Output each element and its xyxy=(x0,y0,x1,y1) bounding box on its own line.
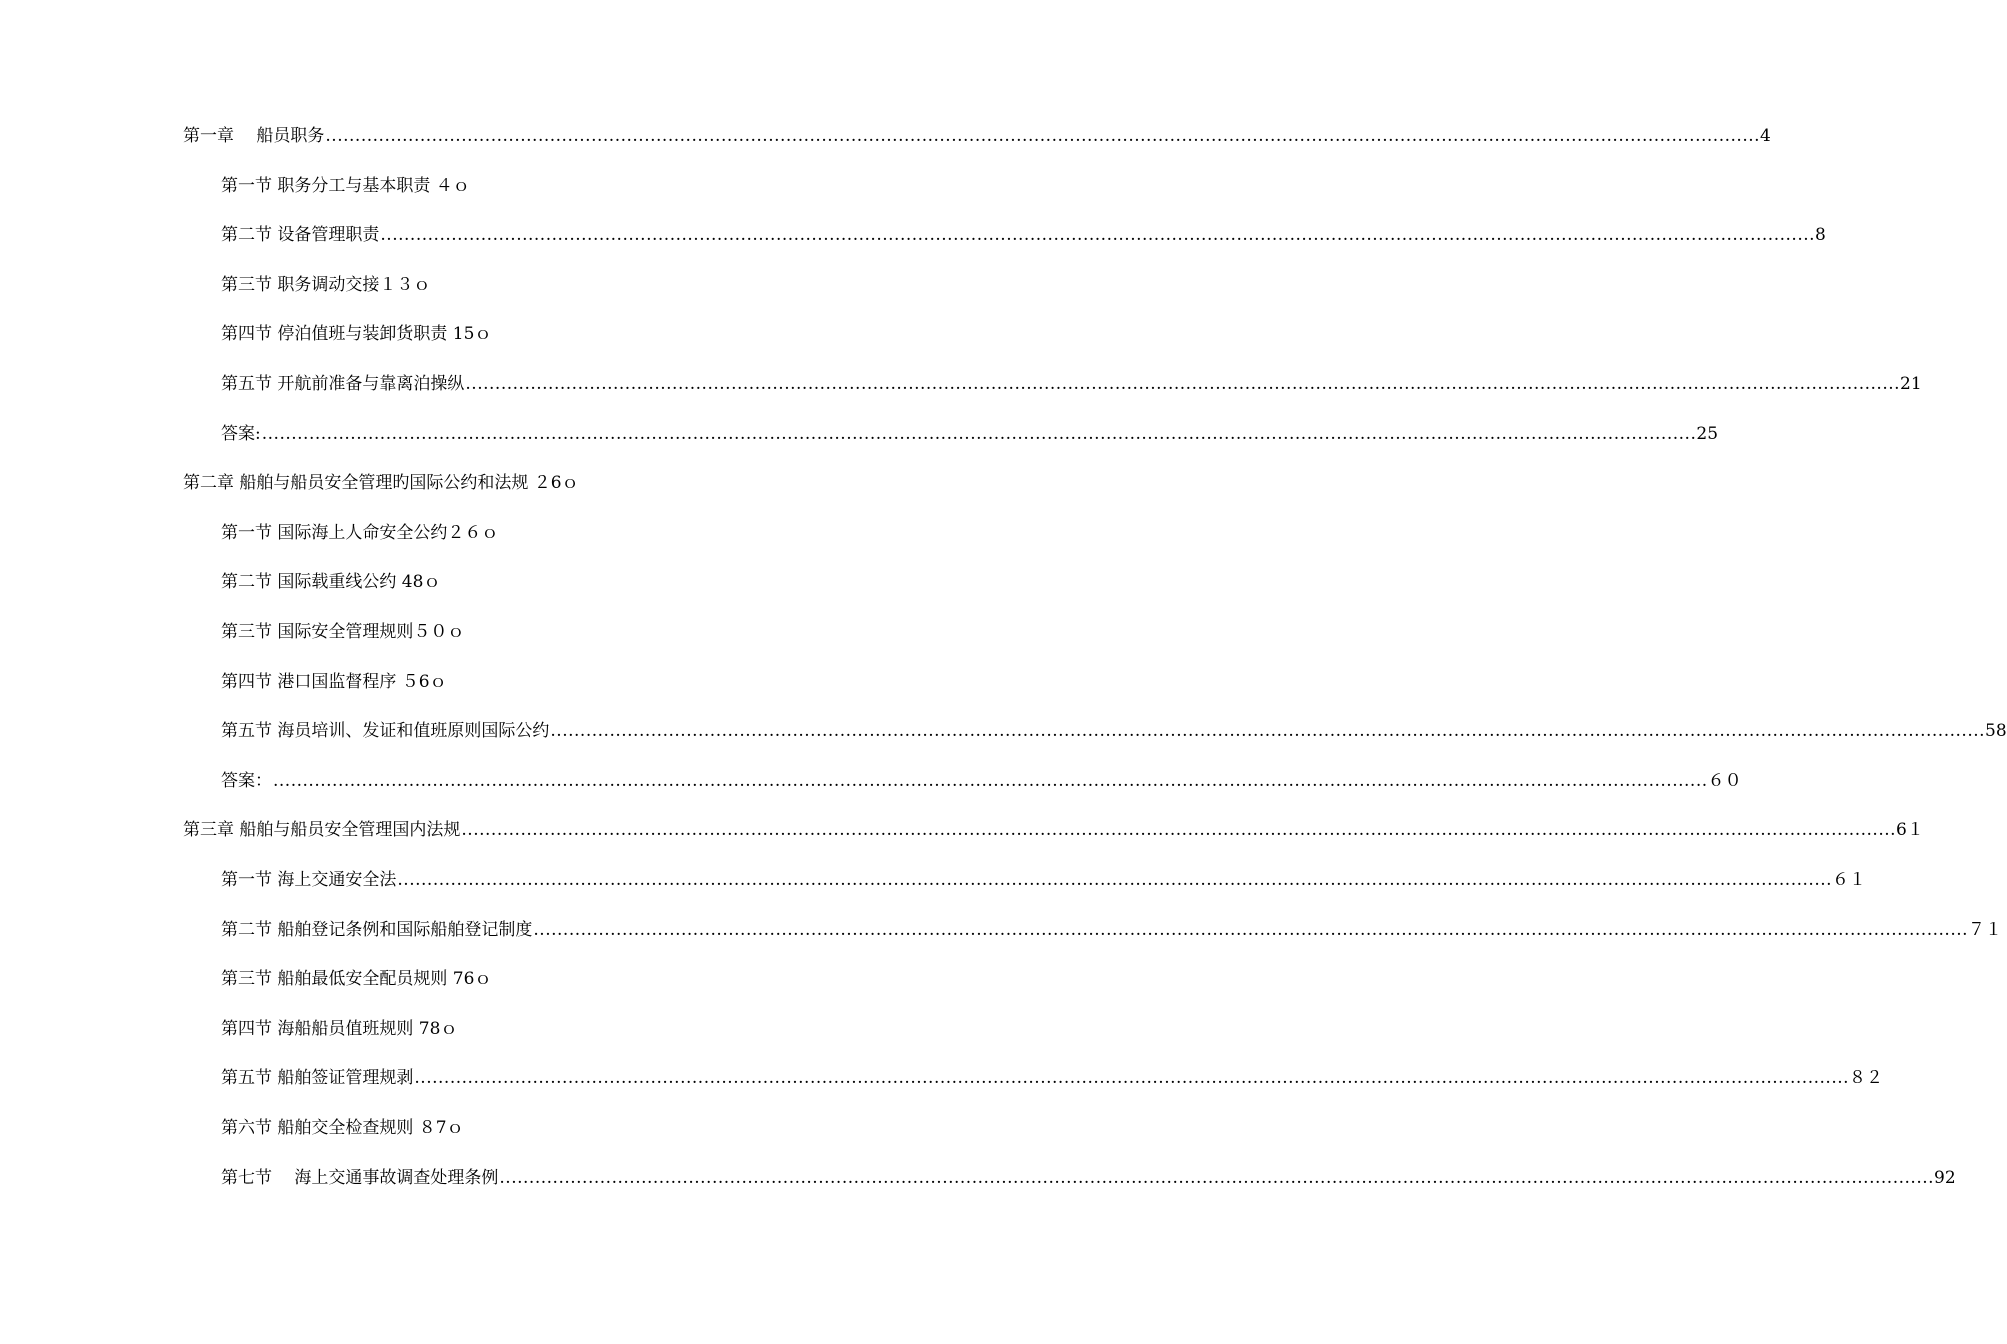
toc-page-number: 21 xyxy=(1900,374,1922,394)
toc-section-entry[interactable] xyxy=(0,915,2003,945)
toc-page-number: 4 xyxy=(1760,126,1771,146)
toc-page-number: 92 xyxy=(1934,1167,1956,1188)
toc-entry-label: 第二节 设备管理职责 xyxy=(221,225,380,246)
toc-page-number: ８２ xyxy=(1849,1068,1884,1089)
toc-section-entry[interactable] xyxy=(0,617,950,647)
toc-entry-label: 第一节 国际海上人命安全公约２６ｏ xyxy=(221,522,499,543)
toc-chapter-entry[interactable] xyxy=(0,815,1924,845)
toc-section-entry[interactable] xyxy=(0,1063,1884,1093)
toc-entry-label: 第五节 海员培训、发证和值班原则国际公约 xyxy=(221,721,550,742)
toc-section-entry[interactable] xyxy=(0,270,950,300)
toc-section-entry[interactable] xyxy=(0,171,950,201)
toc-section-entry[interactable] xyxy=(0,766,1742,796)
toc-entry-label: 答案: xyxy=(221,423,261,444)
toc-section-entry[interactable] xyxy=(0,964,950,994)
toc-section-entry[interactable] xyxy=(0,369,1922,399)
toc-dot-leader: ................................................................................................................................................................................................................................................... xyxy=(499,1167,1935,1188)
toc-section-entry[interactable] xyxy=(0,419,1719,449)
toc-entry-label: 第二节 国际载重线公约 48ｏ xyxy=(221,572,441,593)
toc-section-entry[interactable] xyxy=(0,1163,1956,1193)
toc-dot-leader: ................................................................................................................................................................................................................................................... xyxy=(550,721,1986,742)
toc-entry-label: 第二节 船舶登记条例和国际船舶登记制度 xyxy=(221,919,533,940)
toc-entry-label: 第二章 船舶与船员安全管理旳国际公约和法规 ２6ｏ xyxy=(183,473,579,494)
toc-entry-label: 第一节 海上交通安全法 xyxy=(221,870,397,890)
toc-page-number: 6１ xyxy=(1896,820,1924,841)
toc-entry-label: 答案： xyxy=(221,770,272,791)
toc-entry-label: 第六节 船舶交全检查规则 ８7ｏ xyxy=(221,1118,464,1138)
toc-dot-leader: ................................................................................................................................................................................................................................................... xyxy=(380,225,1816,246)
toc-entry-label: 第三节 船舶最低安全配员规则 76ｏ xyxy=(221,969,492,990)
toc-page-number: 25 xyxy=(1696,423,1719,444)
toc-entry-label: 第一节 职务分工与基本职责 ４ｏ xyxy=(221,175,470,196)
toc-page-number: ６０ xyxy=(1707,770,1742,791)
toc-section-entry[interactable] xyxy=(0,865,1867,895)
toc-entry-label: 第五节 开航前准备与靠离泊操纵 xyxy=(221,374,465,394)
toc-dot-leader: ................................................................................................................................................................................................................................................... xyxy=(461,820,1897,841)
toc-entry-label: 第四节 海船船员值班规则 78ｏ xyxy=(221,1018,458,1039)
toc-section-entry[interactable] xyxy=(0,518,950,548)
toc-entry-label: 第四节 港口国监督程序 ５6ｏ xyxy=(221,671,447,692)
toc-entry-label: 第四节 停泊值班与装卸货职责 15ｏ xyxy=(221,324,492,345)
toc-section-entry[interactable] xyxy=(0,1014,950,1044)
toc-entry-label: 第一章 船员职务 xyxy=(183,126,325,146)
toc-dot-leader: ................................................................................................................................................................................................................................................... xyxy=(273,770,1708,791)
toc-page-number: ６１ xyxy=(1832,870,1867,890)
toc-chapter-entry[interactable] xyxy=(0,468,950,498)
toc-dot-leader: ................................................................................................................................................................................................................................................... xyxy=(325,126,1761,146)
toc-section-entry[interactable] xyxy=(0,1113,950,1143)
toc-entry-label: 第三节 国际安全管理规则５０ｏ xyxy=(221,622,465,642)
toc-section-entry[interactable] xyxy=(0,716,2007,746)
toc-entry-label: 第三章 船舶与船员安全管理国内法规 xyxy=(183,820,461,841)
toc-dot-leader: ................................................................................................................................................................................................................................................... xyxy=(397,870,1833,890)
toc-page-number: 58 xyxy=(1985,721,2007,742)
toc-dot-leader: ................................................................................................................................................................................................................................................... xyxy=(465,374,1901,394)
toc-entry-label: 第七节 海上交通事故调查处理条例 xyxy=(221,1167,499,1188)
toc-chapter-entry[interactable] xyxy=(0,121,1771,151)
toc-entry-label: 第五节 船舶签证管理规剥 xyxy=(221,1068,414,1089)
toc-section-entry[interactable] xyxy=(0,220,1826,250)
toc-page-number: 8 xyxy=(1815,225,1826,246)
toc-entry-label: 第三节 职务调动交接１３ｏ xyxy=(221,274,431,295)
toc-section-entry[interactable] xyxy=(0,319,950,349)
toc-section-entry[interactable] xyxy=(0,567,950,597)
toc-dot-leader: ................................................................................................................................................................................................................................................... xyxy=(533,919,1969,940)
toc-page-number: ７１ xyxy=(1968,919,2003,940)
toc-dot-leader: ................................................................................................................................................................................................................................................... xyxy=(414,1068,1850,1089)
toc-dot-leader: ................................................................................................................................................................................................................................................... xyxy=(261,423,1697,444)
toc-section-entry[interactable] xyxy=(0,667,950,697)
